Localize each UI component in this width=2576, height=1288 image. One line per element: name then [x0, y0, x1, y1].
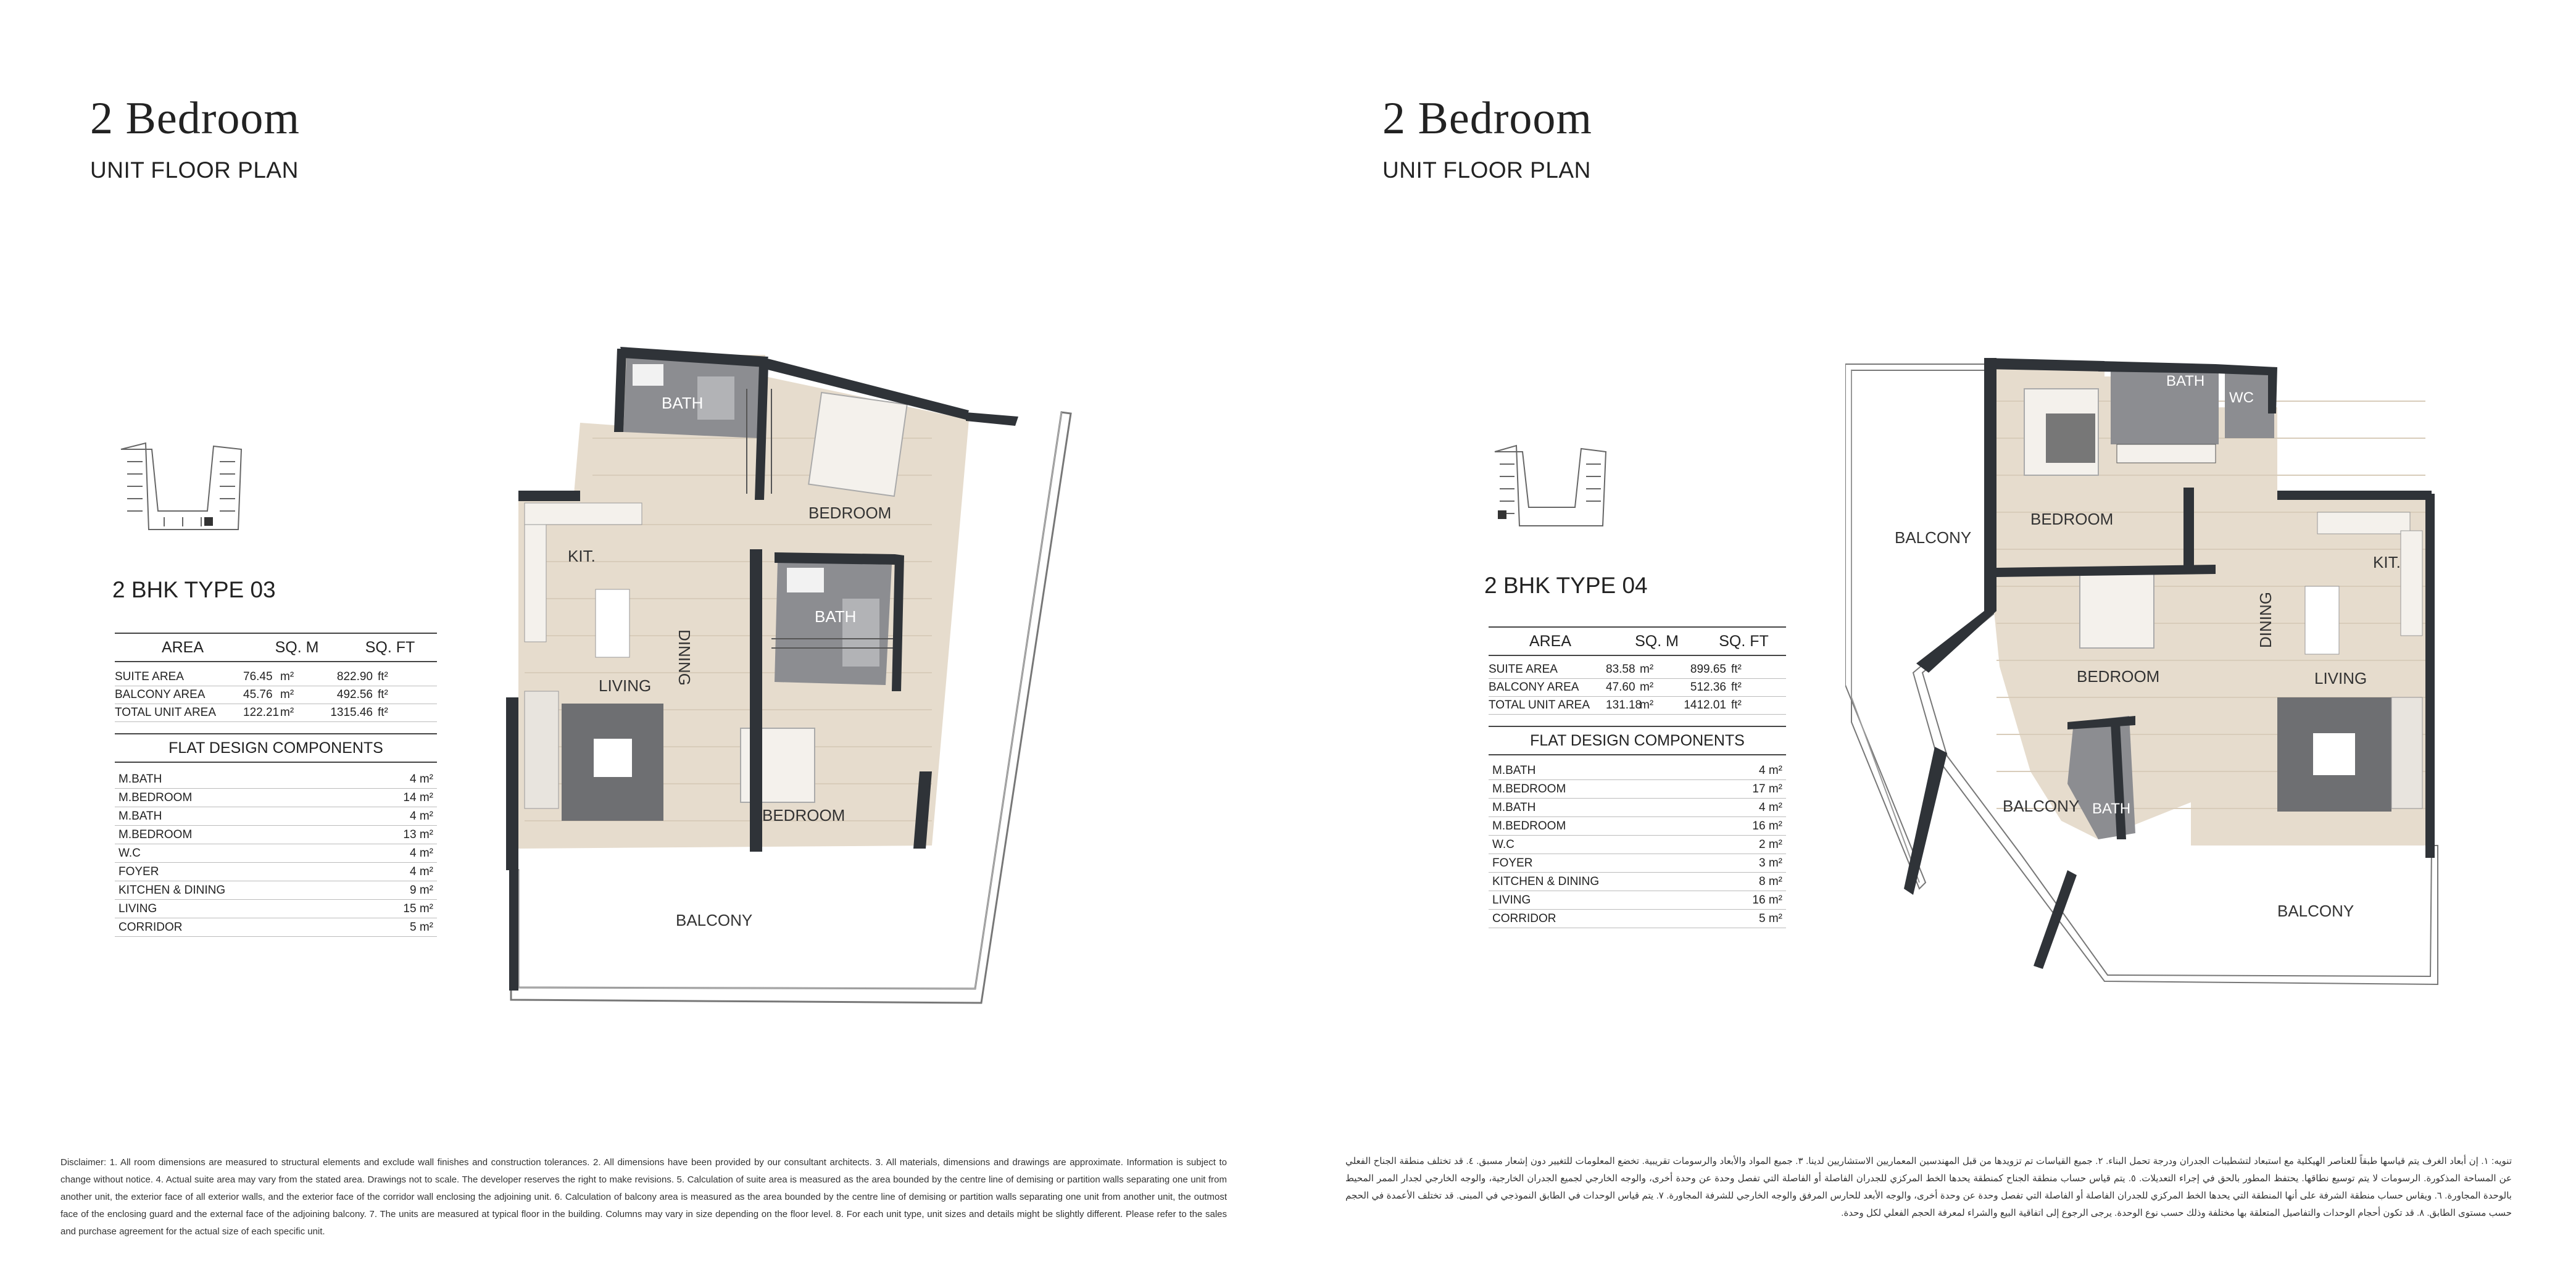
- component-value: 5 m²: [410, 920, 433, 934]
- table-row: [115, 668, 437, 686]
- row-sqft: 1315.46: [330, 706, 373, 719]
- component-name: M.BEDROOM: [118, 791, 193, 804]
- row-sqft-unit: ft²: [1731, 681, 1742, 694]
- row-sqm-unit: m²: [280, 670, 294, 683]
- sqm-header: SQ. M: [275, 638, 319, 656]
- plan-label-balcony-right-3: BALCONY: [2277, 902, 2354, 920]
- component-name: W.C: [1492, 837, 1514, 851]
- component-row: [115, 844, 437, 863]
- component-row: [1489, 762, 1786, 780]
- component-row: [115, 770, 437, 789]
- plan-label-kit-left: KIT.: [568, 547, 596, 565]
- component-name: CORRIDOR: [118, 920, 183, 934]
- row-sqft-unit: ft²: [1731, 699, 1742, 712]
- component-name: KITCHEN & DINING: [118, 883, 226, 897]
- row-sqm: 45.76: [243, 688, 273, 701]
- component-value: 14 m²: [403, 791, 433, 804]
- row-sqft-unit: ft²: [378, 688, 388, 701]
- component-value: 16 m²: [1752, 819, 1782, 833]
- unit-type-right: 2 BHK TYPE 04: [1484, 573, 1648, 598]
- component-row: [115, 881, 437, 900]
- row-sqm: 76.45: [243, 670, 273, 683]
- disclaimer-left: Disclaimer: 1. All room dimensions are measured to structural elements and exclude wall finishes and construction tolerances. 2. All dimensions have been provided by our consultant architects. 3. All materials, dimensions and drawings are approximate. Information is subject to change without notice. 4. Actual suite area may vary from the stated area. Drawings not to scale. The developer reserves the right to make revisions. 5. Calculation of suite area is measured as the area bounded by the centre line of demising or partition walls separating one unit from another unit, the exterior face of all exterior walls, and the exterior face of the corridor wall enclosing the adjoining unit. 6. Calculation of balcony area is measured as the area bounded by the centre line of demising or partition walls separating one unit from another unit, the outmost face of the enclosing guard and the external face of the adjoining balcony. 7. The units are measured at typical floor in the building. Columns may vary in size depending on the floor level. 8. For each unit type, unit sizes and details might be slightly different. Please refer to the sales and purchase agreement for the actual size of each specific unit.: [60, 1157, 1227, 1237]
- unit-type-left: 2 BHK TYPE 03: [112, 577, 276, 602]
- components-list-right: [1489, 762, 1786, 928]
- component-value: 2 m²: [1759, 837, 1782, 851]
- component-name: FOYER: [1492, 856, 1533, 870]
- plan-label-bedroom-right-2: BEDROOM: [2077, 667, 2160, 686]
- component-name: M.BATH: [1492, 763, 1536, 777]
- components-title-left: FLAT DESIGN COMPONENTS: [115, 733, 437, 763]
- sqm-header: SQ. M: [1635, 632, 1679, 650]
- key-plan-right: [1489, 439, 1612, 538]
- plan-label-kit-right: KIT.: [2373, 553, 2401, 571]
- component-value: 9 m²: [410, 883, 433, 897]
- component-row: [115, 918, 437, 937]
- component-row: [115, 807, 437, 826]
- plan-label-wc-right: WC: [2229, 389, 2254, 406]
- components-title-right: FLAT DESIGN COMPONENTS: [1489, 726, 1786, 755]
- key-plan-left: [115, 437, 251, 542]
- row-sqm: 122.21: [243, 706, 280, 719]
- component-value: 3 m²: [1759, 856, 1782, 870]
- plan-label-bedroom-right-1: BEDROOM: [2030, 510, 2114, 528]
- component-row: [115, 863, 437, 881]
- row-sqm-unit: m²: [1640, 699, 1654, 712]
- disclaimer-right: تنويه: ١. إن أبعاد الغرف يتم قياسها طبقاً للعناصر الهيكلية مع استبعاد لتشطيبات الجدران ودرجة تحمل البناء. ٢. جميع القياسات تم تزويدها من قبل المهندسين المعماريين الاستشاريين لدينا. ٣. جميع المواد والأبعاد والرسومات تقريبية. تخضع المعلومات للتغيير دون إشعار مسبق. ٤. قد تختلف منطقة الجناح الفعلي عن المساحة المذكورة. الرسومات لا يتم توسيع نطاقها. يحتفظ المطور بالحق في إجراء التعديلات. ٥. يتم قياس حساب منطقة الجناح كمنطقة يحدها الخط المركزي للجدران الفاصلة أو الفاصلة التي تفصل وحدة عن وحدة أخرى، والوجه الخارجي لجميع الجدران الخارجية، والوجه الخارجي لجدار الممر المحيط بالوحدة المجاورة. ٦. ويقاس حساب منطقة الشرفة على أنها المنطقة التي يحدها الخط المركزي للجدران الفاصلة أو الفاصلة التي تفصل وحدة عن وحدة أخرى، والوجه الأبعد للحارس المرفق والوجه الخارجي للشرفة المجاورة. ٧. يتم قياس الوحدات في الطابق النموذجي في المبنى. قد تختلف الأعمدة في الحجم حسب مستوى الطابق. ٨. قد تكون أحجام الوحدات والتفاصيل المتعلقة بها مختلفة وذلك حسب نوع الوحدة. يرجى الرجوع إلى اتفاقية البيع والشراء لمعرفة الحجم الفعلي لكل وحدة.: [1345, 1156, 2512, 1218]
- page-title-right: 2 Bedroom: [1382, 93, 1592, 144]
- component-value: 4 m²: [1759, 763, 1782, 777]
- component-row: [115, 900, 437, 918]
- row-label: SUITE AREA: [115, 670, 184, 683]
- row-sqft: 512.36: [1690, 681, 1726, 694]
- plan-label-dining-left: DINING: [675, 629, 694, 686]
- component-name: M.BEDROOM: [1492, 819, 1566, 833]
- component-row: [1489, 891, 1786, 910]
- component-name: FOYER: [118, 865, 159, 878]
- row-sqft: 822.90: [336, 670, 373, 683]
- plan-label-living-left: LIVING: [599, 676, 652, 695]
- component-value: 16 m²: [1752, 893, 1782, 907]
- page-title-left: 2 Bedroom: [90, 93, 300, 144]
- component-value: 5 m²: [1759, 912, 1782, 925]
- row-label: TOTAL UNIT AREA: [1489, 699, 1590, 712]
- row-sqm-unit: m²: [280, 688, 294, 701]
- plan-label-living-right: LIVING: [2314, 669, 2367, 688]
- component-name: KITCHEN & DINING: [1492, 875, 1600, 888]
- row-sqft-unit: ft²: [1731, 663, 1742, 676]
- plan-label-bedroom-left-1: BEDROOM: [808, 504, 892, 522]
- component-name: CORRIDOR: [1492, 912, 1556, 925]
- plan-label-balcony-left: BALCONY: [676, 911, 753, 929]
- table-row: [1489, 697, 1786, 715]
- row-label: BALCONY AREA: [1489, 681, 1579, 694]
- row-sqm: 83.58: [1606, 663, 1635, 676]
- plan-label-bath-left-1: BATH: [662, 394, 704, 412]
- plan-label-dining-right: DINING: [2256, 592, 2275, 648]
- component-name: M.BATH: [118, 809, 162, 823]
- component-row: [115, 826, 437, 844]
- area-header: AREA: [161, 638, 204, 656]
- component-row: [1489, 910, 1786, 928]
- component-value: 4 m²: [410, 809, 433, 823]
- component-name: LIVING: [118, 902, 157, 915]
- table-row: [1489, 661, 1786, 679]
- plan-label-bath-left-2: BATH: [815, 607, 857, 626]
- row-label: SUITE AREA: [1489, 663, 1558, 676]
- plan-label-balcony-right-1: BALCONY: [1895, 528, 1972, 547]
- floor-plan-left: [500, 339, 1092, 1006]
- row-sqft: 492.56: [336, 688, 373, 701]
- plan-label-balcony-right-2: BALCONY: [2003, 797, 2080, 815]
- component-name: M.BEDROOM: [1492, 782, 1566, 796]
- component-row: [1489, 817, 1786, 836]
- plan-label-bedroom-left-2: BEDROOM: [762, 806, 846, 825]
- component-row: [1489, 836, 1786, 854]
- component-value: 8 m²: [1759, 875, 1782, 888]
- component-value: 13 m²: [403, 828, 433, 841]
- component-name: LIVING: [1492, 893, 1531, 907]
- row-sqft-unit: ft²: [378, 706, 388, 719]
- area-table-left: [115, 633, 437, 937]
- component-row: [1489, 854, 1786, 873]
- component-row: [1489, 873, 1786, 891]
- component-value: 4 m²: [410, 772, 433, 786]
- row-label: TOTAL UNIT AREA: [115, 706, 217, 719]
- component-name: W.C: [118, 846, 141, 860]
- table-row: [115, 704, 437, 722]
- component-value: 4 m²: [410, 846, 433, 860]
- component-row: [1489, 780, 1786, 799]
- row-label: BALCONY AREA: [115, 688, 206, 701]
- table-row: [1489, 679, 1786, 697]
- component-value: 4 m²: [410, 865, 433, 878]
- area-header: AREA: [1529, 632, 1572, 650]
- row-sqft: 1412.01: [1684, 699, 1726, 712]
- page-subtitle-left: UNIT FLOOR PLAN: [90, 157, 299, 183]
- sqft-header: SQ. FT: [365, 638, 415, 656]
- row-sqm-unit: m²: [280, 706, 294, 719]
- component-name: M.BATH: [1492, 800, 1536, 814]
- components-list-left: [115, 770, 437, 937]
- component-name: M.BEDROOM: [118, 828, 193, 841]
- row-sqm-unit: m²: [1640, 663, 1654, 676]
- plan-label-bath-right-1: BATH: [2166, 373, 2205, 389]
- area-table-right: [1489, 626, 1786, 928]
- component-value: 4 m²: [1759, 800, 1782, 814]
- component-name: M.BATH: [118, 772, 162, 786]
- component-value: 17 m²: [1752, 782, 1782, 796]
- sqft-header: SQ. FT: [1719, 632, 1769, 650]
- row-sqm: 47.60: [1606, 681, 1635, 694]
- row-sqft: 899.65: [1690, 663, 1726, 676]
- table-row: [115, 686, 437, 704]
- row-sqm: 131.18: [1606, 699, 1642, 712]
- plan-label-bath-right-2: BATH: [2092, 800, 2131, 817]
- component-value: 15 m²: [403, 902, 433, 915]
- component-row: [1489, 799, 1786, 817]
- page-subtitle-right: UNIT FLOOR PLAN: [1382, 157, 1591, 183]
- row-sqm-unit: m²: [1640, 681, 1654, 694]
- row-sqft-unit: ft²: [378, 670, 388, 683]
- component-row: [115, 789, 437, 807]
- floor-plan-right: [1845, 352, 2462, 994]
